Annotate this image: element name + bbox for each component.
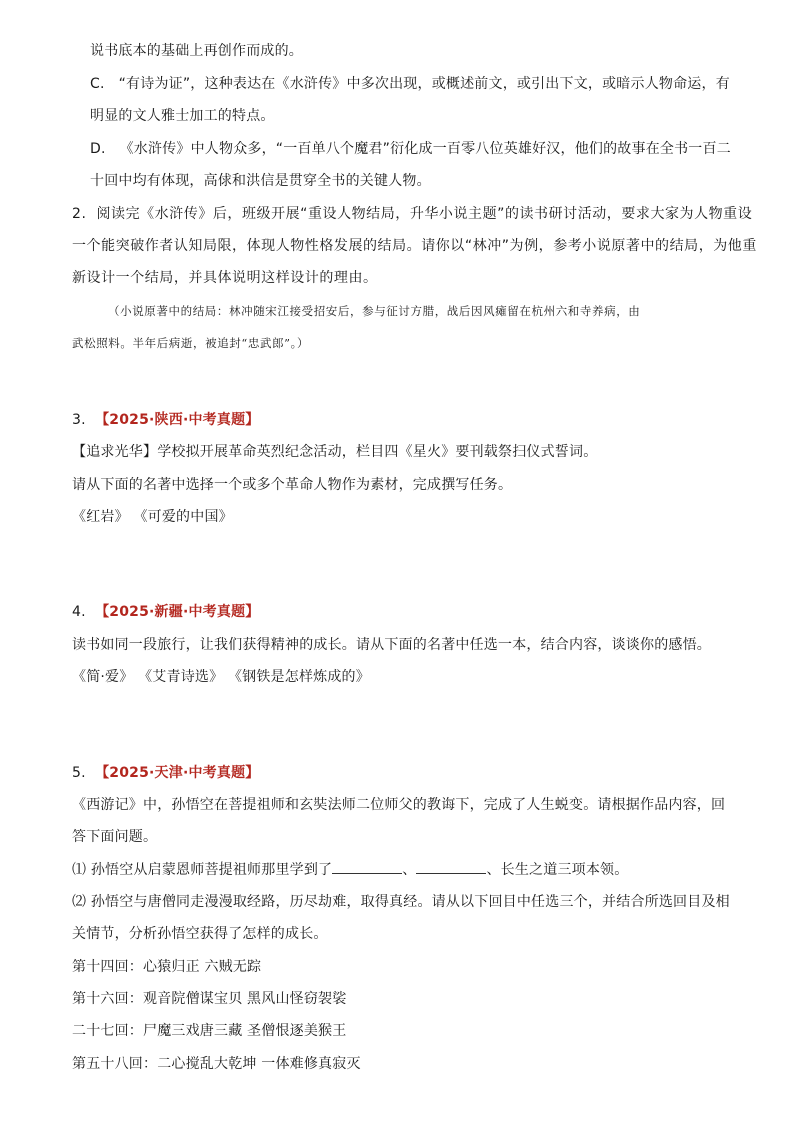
- question-3-line1: 【追求光华】学校拟开展革命英烈纪念活动，栏目四《星火》要刊载祭扫仪式誓词。: [72, 444, 598, 460]
- option-d-label: D.: [90, 141, 106, 157]
- chapter-item: 第十六回：观音院僧谋宝贝 黑风山怪窃袈裟: [72, 991, 347, 1007]
- option-c-line1: [90, 75, 730, 93]
- option-c-text: “有诗为证”，这种表达在《水浒传》中多次出现，或概述前文，或引出下文，或暗示人物命运，有: [118, 76, 730, 92]
- question-4-line1: 读书如同一段旅行，让我们获得精神的成长。请从下面的名著中任选一本，结合内容，谈谈你的感悟。: [72, 637, 711, 653]
- question-4-source-tag: 【2025·新疆·中考真题】: [95, 604, 260, 620]
- sub1-prefix: ⑴ 孙悟空从启蒙恩师菩提祖师那里学到了: [72, 862, 333, 878]
- sub1-separator: 、: [402, 862, 417, 878]
- question-2-note-line1: （小说原著中的结局：林冲随宋江接受招安后，参与征讨方腊，战后因风瘫留在杭州六和寺养病，由: [108, 304, 641, 318]
- question-5-line1: 《西游记》中，孙悟空在菩提祖师和玄奘法师二位师父的教诲下，完成了人生蜕变。请根据作品内容，回: [72, 797, 726, 813]
- question-3-books: 《红岩》 《可爱的中国》: [72, 509, 233, 525]
- question-5-line2: 答下面问题。: [72, 829, 158, 845]
- option-b-continuation: 说书底本的基础上再创作而成的。: [90, 43, 303, 59]
- question-5-sub2-line2: 关情节，分析孙悟空获得了怎样的成长。: [72, 926, 328, 942]
- chapter-item: 二十七回：尸魔三戏唐三藏 圣僧恨逐美猴王: [72, 1023, 347, 1039]
- question-4-header: [72, 603, 259, 621]
- question-5-sub1: [72, 861, 628, 879]
- chapter-item: 第十四回：心猿归正 六贼无踪: [72, 959, 262, 975]
- question-2-line3: 新设计一个结局，并具体说明这样设计的理由。: [72, 270, 378, 286]
- question-3-line2: 请从下面的名著中选择一个或多个革命人物作为素材，完成撰写任务。: [72, 477, 513, 493]
- question-2-note-line2: 武松照料。半年后病逝，被追封“忠武郎”。）: [72, 336, 310, 350]
- question-5-number: 5.: [72, 765, 86, 781]
- question-5-sub2-line1: ⑵ 孙悟空与唐僧同走漫漫取经路，历尽劫难，取得真经。请从以下回目中任选三个，并结合所选回目及相: [72, 894, 730, 910]
- chapter-item: 第五十八回：二心搅乱大乾坤 一体难修真寂灭: [72, 1056, 361, 1072]
- option-c-line2: 明显的文人雅士加工的特点。: [90, 108, 275, 124]
- question-4-number: 4.: [72, 604, 86, 620]
- option-c-label: C.: [90, 76, 105, 92]
- question-5-source-tag: 【2025·天津·中考真题】: [95, 765, 260, 781]
- question-2-line1: [72, 205, 752, 223]
- question-5-header: [72, 764, 259, 782]
- question-2-text: 阅读完《水浒传》后，班级开展“重设人物结局，升华小说主题”的读书研讨活动，要求大家为人物重设: [96, 206, 753, 222]
- question-2-number: 2.: [72, 206, 87, 222]
- answer-blank-1[interactable]: [332, 861, 402, 874]
- answer-blank-2[interactable]: [416, 861, 486, 874]
- option-d-text: 《水浒传》中人物众多，“一百单八个魔君”衍化成一百零八位英雄好汉，他们的故事在全书一百二: [119, 141, 731, 157]
- question-2-line2: 一个能突破作者认知局限，体现人物性格发展的结局。请你以“林冲”为例，参考小说原著中的结局，为他重: [72, 238, 757, 254]
- question-4-books: 《简·爱》 《艾青诗选》 《钢铁是怎样炼成的》: [72, 669, 370, 685]
- question-3-header: [72, 411, 259, 429]
- question-3-source-tag: 【2025·陕西·中考真题】: [95, 412, 260, 428]
- option-d-line2: 十回中均有体现，高俅和洪信是贯穿全书的关键人物。: [90, 173, 431, 189]
- option-d-line1: [90, 140, 731, 158]
- question-3-number: 3.: [72, 412, 86, 428]
- sub1-suffix: 、长生之道三项本领。: [486, 862, 629, 878]
